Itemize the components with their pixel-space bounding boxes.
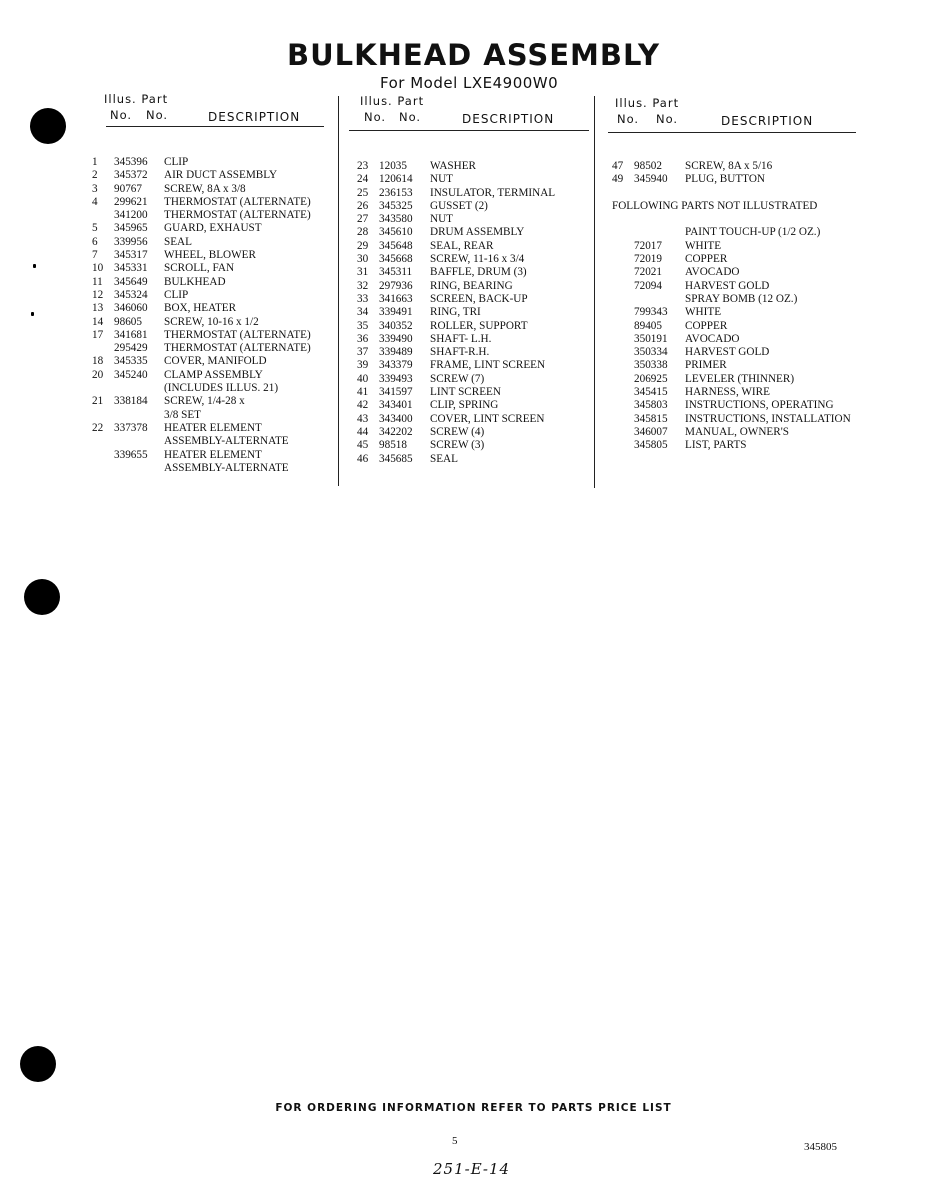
parts-row [357,200,597,213]
parts-row [357,213,597,226]
part-number: 345325 [379,199,413,212]
header-no: No. [364,110,387,124]
parts-list [92,156,337,475]
header-description: DESCRIPTION [462,112,555,126]
parts-row [612,213,872,226]
page-subtitle: For Model LXE4900W0 [380,74,559,92]
part-description: HARVEST GOLD [685,346,770,359]
part-description: PRIMER [685,359,727,372]
parts-row [357,333,597,346]
parts-row [92,236,337,249]
speck-mark [31,312,34,316]
parts-row [612,160,872,173]
parts-row [92,169,337,182]
part-number: 350334 [634,346,668,359]
parts-row [612,266,872,279]
illus-number: 22 [92,421,104,434]
illus-number: 34 [357,306,369,319]
parts-row [92,382,337,395]
part-description: COPPER [685,253,728,266]
part-description: FRAME, LINT SCREEN [430,359,546,372]
illus-number: 5 [92,222,98,235]
part-number: 339489 [379,346,413,359]
document-number: 345805 [804,1141,837,1153]
part-number: 12035 [379,160,407,172]
parts-row [92,369,337,382]
part-description: CLIP [164,156,189,168]
part-description: SCREEN, BACK-UP [430,292,528,305]
parts-row [357,280,597,293]
illus-number: 39 [357,359,369,372]
illus-number: 44 [357,425,369,438]
header-rule [349,130,589,131]
part-description: BULKHEAD [164,275,226,288]
part-description: PAINT TOUCH-UP (1/2 OZ.) [685,226,821,239]
illus-number: 18 [92,355,104,368]
part-number: 345396 [114,156,148,168]
illus-number: 14 [92,315,104,328]
part-description: COPPER [685,319,728,332]
parts-row [612,200,872,213]
part-number: 350338 [634,359,668,372]
illus-number: 25 [357,186,369,199]
part-number: 345324 [114,288,148,301]
parts-row [92,249,337,262]
part-description: SCREW, 8A x 5/16 [685,160,773,172]
illus-number: 27 [357,213,369,226]
punch-hole-top [30,108,66,144]
part-description: AVOCADO [685,266,740,279]
parts-row [357,160,597,173]
illus-number: 37 [357,346,369,359]
part-number: 295429 [114,342,148,355]
part-number: 341663 [379,292,413,305]
part-description: NUT [430,213,453,226]
parts-row [357,346,597,359]
parts-row [357,306,597,319]
header-no: No. [110,108,133,122]
illus-number: 41 [357,386,369,399]
illus-number: 32 [357,279,369,292]
part-description: SCREW, 8A x 3/8 [164,182,246,195]
part-number: 343400 [379,412,413,425]
part-number: 345815 [634,412,668,425]
parts-row [612,346,872,359]
part-number: 98502 [634,160,662,172]
part-description: LEVELER (THINNER) [685,372,795,385]
parts-row [357,386,597,399]
part-number: 345805 [634,439,668,452]
illus-number: 40 [357,372,369,385]
illus-number: 11 [92,275,103,288]
parts-row [357,173,597,186]
parts-row [357,240,597,253]
parts-row [357,399,597,412]
parts-row [612,226,872,239]
illus-number: 12 [92,288,104,301]
parts-column-a [92,92,337,474]
speck-mark [33,264,36,268]
part-number: 345372 [114,169,148,182]
part-description: HARNESS, WIRE [685,386,770,399]
illus-number: 17 [92,328,104,341]
parts-row [357,266,597,279]
parts-row [92,183,337,196]
parts-row [92,196,337,209]
parts-row [92,276,337,289]
illus-number: 46 [357,452,369,465]
part-description: SEAL [430,452,458,465]
part-number: 345668 [379,253,413,266]
part-description: COVER, MANIFOLD [164,355,267,368]
parts-row [612,320,872,333]
illus-number: 26 [357,199,369,212]
illus-number: 6 [92,235,98,248]
parts-row [357,373,597,386]
part-number: 345803 [634,399,668,412]
parts-row [357,359,597,372]
page-number: 5 [452,1135,458,1147]
part-number: 346060 [114,302,148,315]
part-description: CLIP [164,288,189,301]
part-description: SCREW, 11-16 x 3/4 [430,253,525,266]
parts-row [612,413,872,426]
part-number: 339491 [379,306,413,319]
part-description: CLAMP ASSEMBLY [164,368,263,381]
column-divider [338,96,339,486]
column-header [92,92,337,134]
page-title: BULKHEAD ASSEMBLY [287,38,660,72]
parts-list [612,160,872,453]
part-number: 345415 [634,386,668,399]
parts-row [92,222,337,235]
part-number: 345649 [114,275,148,288]
parts-row [612,386,872,399]
parts-column-b [357,92,597,465]
illus-number: 24 [357,173,369,186]
part-number: 297936 [379,279,413,292]
part-description: SCREW (3) [430,439,485,452]
part-description: SCROLL, FAN [164,262,235,275]
part-number: 345685 [379,452,413,465]
part-number: 343379 [379,359,413,372]
illus-number: 49 [612,173,624,186]
illus-number: 36 [357,332,369,345]
parts-row [92,395,337,408]
parts-row [612,187,872,200]
parts-row [92,355,337,368]
part-description: NUT [430,173,453,186]
part-description: MANUAL, OWNER'S [685,425,789,438]
illus-number: 35 [357,319,369,332]
part-description: ASSEMBLY-ALTERNATE [164,461,289,474]
part-description: BAFFLE, DRUM (3) [430,266,527,279]
parts-row [357,439,597,452]
illus-number: 33 [357,292,369,305]
illus-number: 30 [357,253,369,266]
part-description: PLUG, BUTTON [685,173,765,186]
parts-row [357,453,597,466]
parts-row [357,426,597,439]
part-description: DRUM ASSEMBLY [430,226,525,239]
part-description: SEAL [164,235,192,248]
part-description: COVER, LINT SCREEN [430,412,545,425]
illus-number: 43 [357,412,369,425]
part-number: 346007 [634,425,668,438]
part-description: RING, TRI [430,306,481,319]
part-number: 350191 [634,332,668,345]
part-number: 299621 [114,195,148,208]
part-number: 340352 [379,319,413,332]
parts-row [612,373,872,386]
part-description: 3/8 SET [164,408,201,421]
part-description: ASSEMBLY-ALTERNATE [164,435,289,448]
part-description: INSTRUCTIONS, OPERATING [685,399,834,412]
illus-number: 13 [92,302,104,315]
part-description: SHAFT- L.H. [430,332,492,345]
illus-number: 23 [357,160,369,172]
part-description: HEATER ELEMENT [164,448,262,461]
part-number: 339655 [114,448,148,461]
part-description: LINT SCREEN [430,386,501,399]
header-rule [106,126,324,127]
part-description: SCREW (4) [430,425,485,438]
part-number: 345610 [379,226,413,239]
parts-row [92,462,337,475]
part-number: 98518 [379,439,407,452]
illus-number: 29 [357,239,369,252]
part-description: THERMOSTAT (ALTERNATE) [164,342,311,355]
part-number: 339490 [379,332,413,345]
parts-row [92,262,337,275]
illus-number: 31 [357,266,369,279]
part-number: 345311 [379,266,413,279]
part-description: AIR DUCT ASSEMBLY [164,169,278,182]
part-number: 343580 [379,213,413,226]
parts-row [92,435,337,448]
part-description: SCREW, 1/4-28 x [164,395,245,408]
part-number: 799343 [634,306,668,319]
parts-row [92,329,337,342]
part-number: 345940 [634,173,668,186]
header-no: No. [656,112,679,126]
part-description: GUARD, EXHAUST [164,222,262,235]
header-no: No. [399,110,422,124]
parts-row [612,173,872,186]
illus-number: 10 [92,262,104,275]
parts-row [612,240,872,253]
parts-row [612,293,872,306]
header-description: DESCRIPTION [721,114,814,128]
part-description: BOX, HEATER [164,302,237,315]
part-description: ROLLER, SUPPORT [430,319,528,332]
part-description: HEATER ELEMENT [164,421,262,434]
part-number: 343401 [379,399,413,412]
illus-number: 4 [92,195,98,208]
parts-row [92,316,337,329]
illus-number: 28 [357,226,369,239]
part-number: 338184 [114,395,148,408]
section-note: FOLLOWING PARTS NOT ILLUSTRATED [612,199,818,212]
part-number: 236153 [379,186,413,199]
parts-row [357,187,597,200]
header-part: Part [652,96,680,110]
column-divider [594,96,595,488]
header-illus: Illus. [615,96,648,110]
part-description: THERMOSTAT (ALTERNATE) [164,209,311,222]
part-description: WHITE [685,239,722,252]
parts-row [357,293,597,306]
part-number: 345317 [114,249,148,262]
part-number: 345240 [114,368,148,381]
part-number: 90767 [114,182,142,195]
part-number: 339956 [114,235,148,248]
illus-number: 20 [92,368,104,381]
header-illus: Illus. [360,94,393,108]
parts-row [612,253,872,266]
part-description: INSULATOR, TERMINAL [430,186,556,199]
part-number: 339493 [379,372,413,385]
part-number: 72017 [634,239,662,252]
part-description: GUSSET (2) [430,199,488,212]
ordering-footer: FOR ORDERING INFORMATION REFER TO PARTS PRICE LIST [275,1102,672,1114]
header-no: No. [146,108,169,122]
part-number: 345648 [379,239,413,252]
header-part: Part [397,94,425,108]
header-part: Part [141,92,169,106]
part-description: RING, BEARING [430,279,513,292]
part-description: (INCLUDES ILLUS. 21) [164,382,279,395]
illus-number: 45 [357,439,369,452]
parts-row [357,413,597,426]
part-number: 72019 [634,253,662,266]
parts-row [92,302,337,315]
part-description: SEAL, REAR [430,239,494,252]
parts-row [612,426,872,439]
part-description: WHITE [685,306,722,319]
illus-number: 3 [92,182,98,195]
parts-row [357,226,597,239]
part-number: 345965 [114,222,148,235]
parts-row [612,333,872,346]
part-number: 345331 [114,262,148,275]
part-description: WHEEL, BLOWER [164,249,256,262]
parts-row [357,320,597,333]
parts-row [612,439,872,452]
part-description: SHAFT-R.H. [430,346,490,359]
header-rule [608,132,856,133]
parts-row [92,342,337,355]
parts-row [92,409,337,422]
part-number: 337378 [114,421,148,434]
parts-row [92,156,337,169]
illus-number: 47 [612,160,624,172]
part-description: AVOCADO [685,332,740,345]
part-number: 341681 [114,328,148,341]
parts-row [612,280,872,293]
part-number: 98605 [114,315,142,328]
part-description: SCREW, 10-16 x 1/2 [164,315,259,328]
part-description: CLIP, SPRING [430,399,499,412]
part-number: 72021 [634,266,662,279]
part-description: HARVEST GOLD [685,279,770,292]
parts-row [357,253,597,266]
parts-row [92,289,337,302]
part-description: WASHER [430,160,476,172]
parts-row [612,306,872,319]
parts-row [92,209,337,222]
part-number: 206925 [634,372,668,385]
illus-number: 7 [92,249,98,262]
part-number: 72094 [634,279,662,292]
part-number: 342202 [379,425,413,438]
part-description: THERMOSTAT (ALTERNATE) [164,195,311,208]
part-description: INSTRUCTIONS, INSTALLATION [685,412,851,425]
part-number: 341200 [114,209,148,222]
header-illus: Illus. [104,92,137,106]
part-description: SPRAY BOMB (12 OZ.) [685,292,798,305]
illus-number: 21 [92,395,104,408]
part-number: 120614 [379,173,413,186]
parts-row [92,449,337,462]
parts-row [92,422,337,435]
punch-hole-middle [24,579,60,615]
illus-number: 2 [92,169,98,182]
parts-row [612,359,872,372]
handwritten-note: 251-E-14 [433,1160,511,1178]
parts-list [357,160,597,466]
part-number: 341597 [379,386,413,399]
parts-row [612,399,872,412]
header-no: No. [617,112,640,126]
part-number: 89405 [634,319,662,332]
parts-column-c [612,92,872,452]
illus-number: 1 [92,156,98,168]
illus-number: 42 [357,399,369,412]
part-number: 345335 [114,355,148,368]
part-description: THERMOSTAT (ALTERNATE) [164,328,311,341]
part-description: LIST, PARTS [685,439,747,452]
header-description: DESCRIPTION [208,110,301,124]
punch-hole-bottom [20,1046,56,1082]
part-description: SCREW (7) [430,372,485,385]
